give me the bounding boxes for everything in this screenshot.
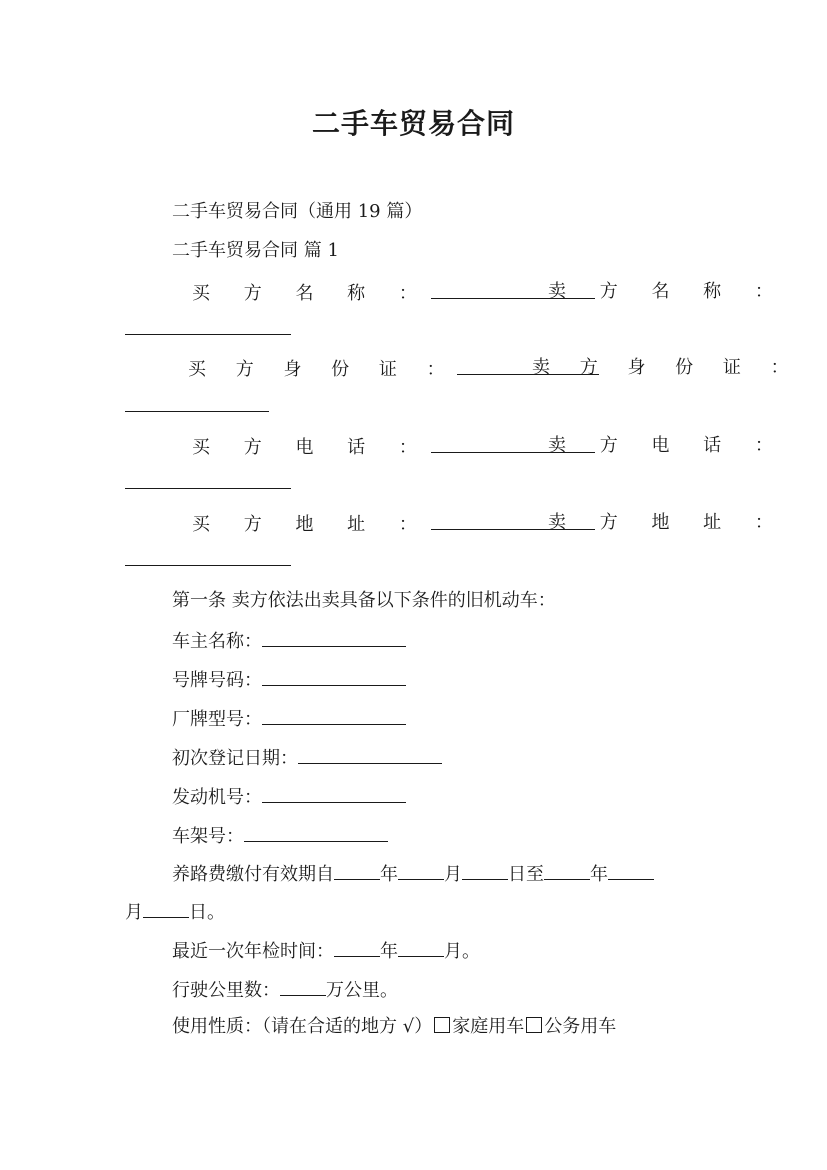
model-label: 厂牌型号：	[172, 709, 262, 730]
seller-phone-row	[548, 434, 787, 458]
official-use-label: 公务用车	[544, 1016, 617, 1037]
road-fee-start-day-blank[interactable]	[462, 861, 508, 880]
frame-row	[172, 823, 388, 849]
engine-row	[172, 784, 406, 810]
mileage-unit: 万公里。	[326, 980, 398, 1001]
seller-name-blank[interactable]	[125, 316, 291, 335]
seller-address-row	[548, 511, 787, 535]
seller-address-blank[interactable]	[125, 547, 291, 566]
reg-date-label: 初次登记日期：	[172, 748, 298, 769]
seller-name-blank-row	[125, 316, 291, 342]
road-fee-end-year-blank[interactable]	[544, 861, 590, 880]
seller-name-row	[548, 280, 787, 304]
seller-name-label: 卖 方 名 称 ：	[548, 281, 787, 302]
inspection-month-blank[interactable]	[398, 938, 444, 957]
usage-label: 使用性质：（请在合适的地方 √）	[172, 1016, 433, 1037]
buyer-name-label: 买 方 名 称 ：	[192, 283, 431, 304]
plate-label: 号牌号码：	[172, 670, 262, 691]
seller-phone-blank[interactable]	[125, 470, 291, 489]
frame-label: 车架号：	[172, 826, 244, 847]
owner-blank[interactable]	[262, 628, 406, 647]
frame-blank[interactable]	[244, 823, 388, 842]
seller-id-label: 卖 方 身 份 证 ：	[532, 357, 801, 378]
inspection-year-blank[interactable]	[334, 938, 380, 957]
official-use-checkbox[interactable]	[526, 1017, 542, 1033]
road-fee-row	[172, 861, 654, 887]
buyer-id-label: 买 方 身 份 证 ：	[188, 359, 457, 380]
owner-row	[172, 628, 406, 654]
seller-address-label: 卖 方 地 址 ：	[548, 512, 787, 533]
mileage-blank[interactable]	[280, 977, 326, 996]
road-fee-start-month-blank[interactable]	[398, 861, 444, 880]
section-heading: 二手车贸易合同 篇 1	[172, 240, 339, 261]
buyer-phone-row	[192, 434, 595, 460]
reg-date-row	[172, 745, 442, 771]
engine-label: 发动机号：	[172, 787, 262, 808]
buyer-address-label: 买 方 地 址 ：	[192, 514, 431, 535]
year-text: 年	[590, 864, 608, 885]
buyer-phone-label: 买 方 电 话 ：	[192, 437, 431, 458]
day-text: 日	[508, 864, 526, 885]
day-end-text: 日。	[189, 902, 225, 923]
month-text: 月	[125, 902, 143, 923]
mileage-row	[172, 977, 398, 1003]
road-fee-label: 养路费缴付有效期自	[172, 864, 334, 885]
month-text: 月	[444, 864, 462, 885]
seller-phone-label: 卖 方 电 话 ：	[548, 435, 787, 456]
reg-date-blank[interactable]	[298, 745, 442, 764]
inspection-row	[172, 938, 480, 964]
road-fee-end-month-blank[interactable]	[608, 861, 654, 880]
to-text: 至	[526, 864, 544, 885]
doc-title: 二手车贸易合同	[311, 107, 515, 140]
inspection-label: 最近一次年检时间：	[172, 941, 334, 962]
owner-label: 车主名称：	[172, 631, 262, 652]
seller-id-blank-row	[125, 393, 269, 419]
seller-id-row	[532, 356, 801, 380]
seller-id-blank[interactable]	[125, 393, 269, 412]
seller-phone-blank-row	[125, 470, 291, 496]
buyer-address-row	[192, 511, 595, 537]
year-text: 年	[380, 941, 398, 962]
model-row	[172, 706, 406, 732]
year-text: 年	[380, 864, 398, 885]
month-end-text: 月。	[444, 941, 480, 962]
plate-blank[interactable]	[262, 667, 406, 686]
mileage-label: 行驶公里数：	[172, 980, 280, 1001]
plate-row	[172, 667, 406, 693]
subtitle: 二手车贸易合同（通用 19 篇）	[172, 201, 423, 222]
model-blank[interactable]	[262, 706, 406, 725]
seller-address-blank-row	[125, 547, 291, 573]
buyer-name-row	[192, 280, 595, 306]
home-use-label: 家庭用车	[452, 1016, 525, 1037]
article1-heading: 第一条 卖方依法出卖具备以下条件的旧机动车：	[172, 590, 556, 611]
road-fee-row-cont	[125, 899, 225, 925]
usage-row	[172, 1015, 616, 1039]
road-fee-end-day-blank[interactable]	[143, 899, 189, 918]
engine-blank[interactable]	[262, 784, 406, 803]
road-fee-start-year-blank[interactable]	[334, 861, 380, 880]
home-use-checkbox[interactable]	[434, 1017, 450, 1033]
